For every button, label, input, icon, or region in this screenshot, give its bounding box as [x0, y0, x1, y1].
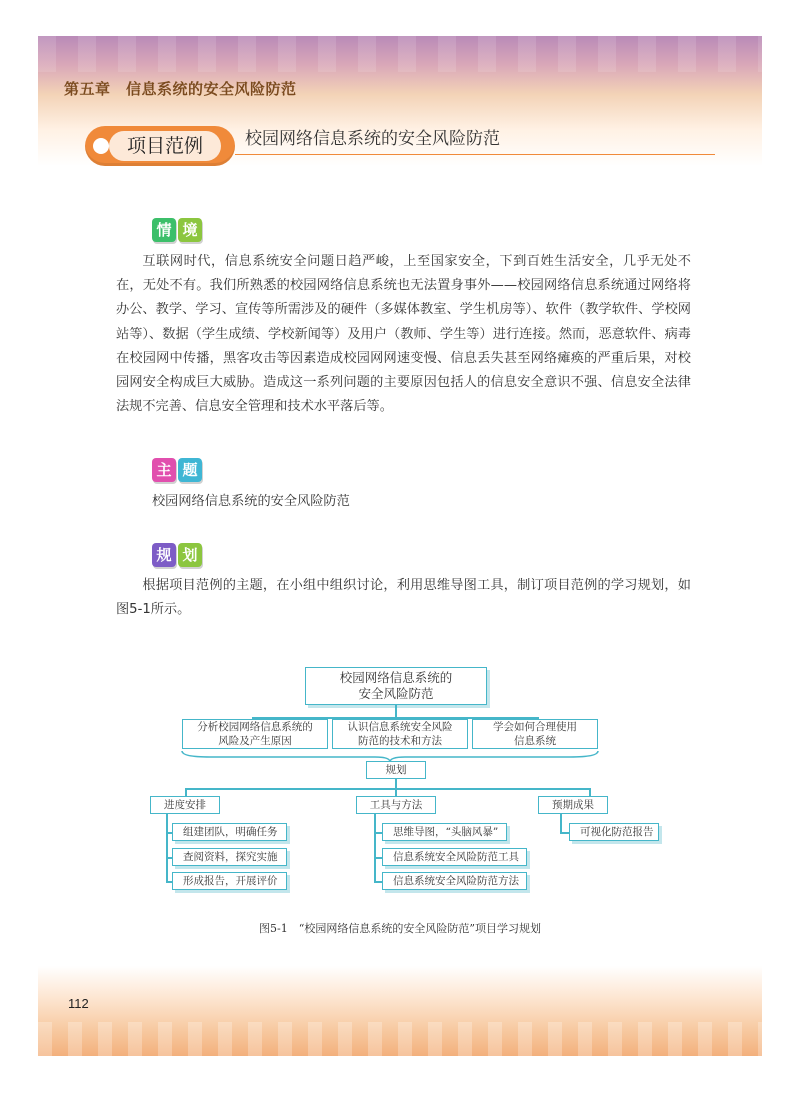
root-line-2: 安全风险防范 [358, 686, 434, 701]
context-badge [152, 218, 202, 242]
branch-expected-results: 预期成果 [538, 796, 608, 814]
theme-text: 校园网络信息系统的安全风险防范 [152, 494, 350, 509]
context-badge-char-2: 境 [178, 218, 202, 242]
connector [560, 832, 569, 834]
figure-caption: 图5-1 “校园网络信息系统的安全风险防范”项目学习规划 [259, 922, 541, 935]
theme-badge-char-1: 主 [152, 458, 176, 482]
diagram-root [305, 667, 487, 705]
schedule-item-3: 形成报告，开展评价 [172, 872, 287, 890]
pill-dot-icon [93, 138, 109, 154]
goal-2-line-1: 认识信息系统安全风险 [347, 721, 453, 733]
context-badge-char-1: 情 [152, 218, 176, 242]
section-title: 校园网络信息系统的安全风险防范 [245, 129, 500, 149]
context-paragraph: 互联网时代，信息系统安全问题日趋严峻，上至国家安全，下到百姓生活安全，几乎无处不在，无处不有。我们所熟悉的校园网络信息系统也无法置身事外——校园网络信息系统通过网络将办公、教学、学习、宣传等所需涉及的硬件（多媒体教室、学生机房等）、软件（教学软件、学校网站等）、数据（学生成绩、学校新闻等）及用户（教师、学生等）进行连接。然而，恶意软件、病毒在校园网中传播，黑客攻击等因素造成校园网网速变慢、信息丢失甚至网络瘫痪的严重后果，对校园网安全构成巨大威胁。造成这一系列问题的主要原因包括人的信息安全意识不强、信息安全法律法规不完善、信息安全管理和技术水平落后等。 [116, 254, 691, 415]
connector [374, 814, 376, 882]
connector [589, 788, 591, 796]
goal-1-line-2: 风险及产生原因 [218, 735, 292, 747]
tools-item-2: 信息系统安全风险防范工具 [382, 848, 527, 866]
section-label: 项目范例 [109, 131, 221, 161]
goal-box-2 [332, 719, 468, 749]
tools-item-1: 思维导图，“头脑风暴” [382, 823, 507, 841]
root-line-1: 校园网络信息系统的 [339, 670, 453, 685]
connector [185, 788, 187, 796]
section-label-pill [85, 126, 235, 166]
connector [395, 788, 397, 796]
goal-2-line-2: 防范的技术和方法 [358, 735, 442, 747]
branch-schedule: 进度安排 [150, 796, 220, 814]
connector [166, 814, 168, 882]
footer-band [38, 966, 762, 1056]
connector [374, 857, 382, 859]
textbook-page [38, 36, 762, 1056]
theme-badge [152, 458, 202, 482]
tools-item-3: 信息系统安全风险防范方法 [382, 872, 527, 890]
connector [374, 881, 382, 883]
results-item-1: 可视化防范报告 [569, 823, 659, 841]
goal-box-1 [182, 719, 328, 749]
page-number: 112 [68, 996, 89, 1011]
plan-badge-char-2: 划 [178, 543, 202, 567]
goal-3-line-2: 信息系统 [514, 735, 556, 747]
goal-3-line-1: 学会如何合理使用 [493, 721, 577, 733]
schedule-item-1: 组建团队，明确任务 [172, 823, 287, 841]
goal-box-3 [472, 719, 598, 749]
connector [374, 832, 382, 834]
chapter-title: 第五章 信息系统的安全风险防范 [64, 80, 297, 98]
branch-tools-methods: 工具与方法 [356, 796, 436, 814]
section-divider [235, 154, 715, 155]
plan-paragraph: 根据项目范例的主题，在小组中组织讨论，利用思维导图工具，制订项目范例的学习规划，如图5-1所示。 [116, 578, 691, 618]
section-heading [85, 122, 715, 170]
plan-center-box: 规划 [366, 761, 426, 779]
theme-badge-char-2: 题 [178, 458, 202, 482]
connector [560, 814, 562, 833]
plan-badge-char-1: 规 [152, 543, 176, 567]
plan-badge [152, 543, 202, 567]
connector [185, 788, 590, 790]
schedule-item-2: 查阅资料，探究实施 [172, 848, 287, 866]
goal-1-line-1: 分析校园网络信息系统的 [197, 721, 313, 733]
